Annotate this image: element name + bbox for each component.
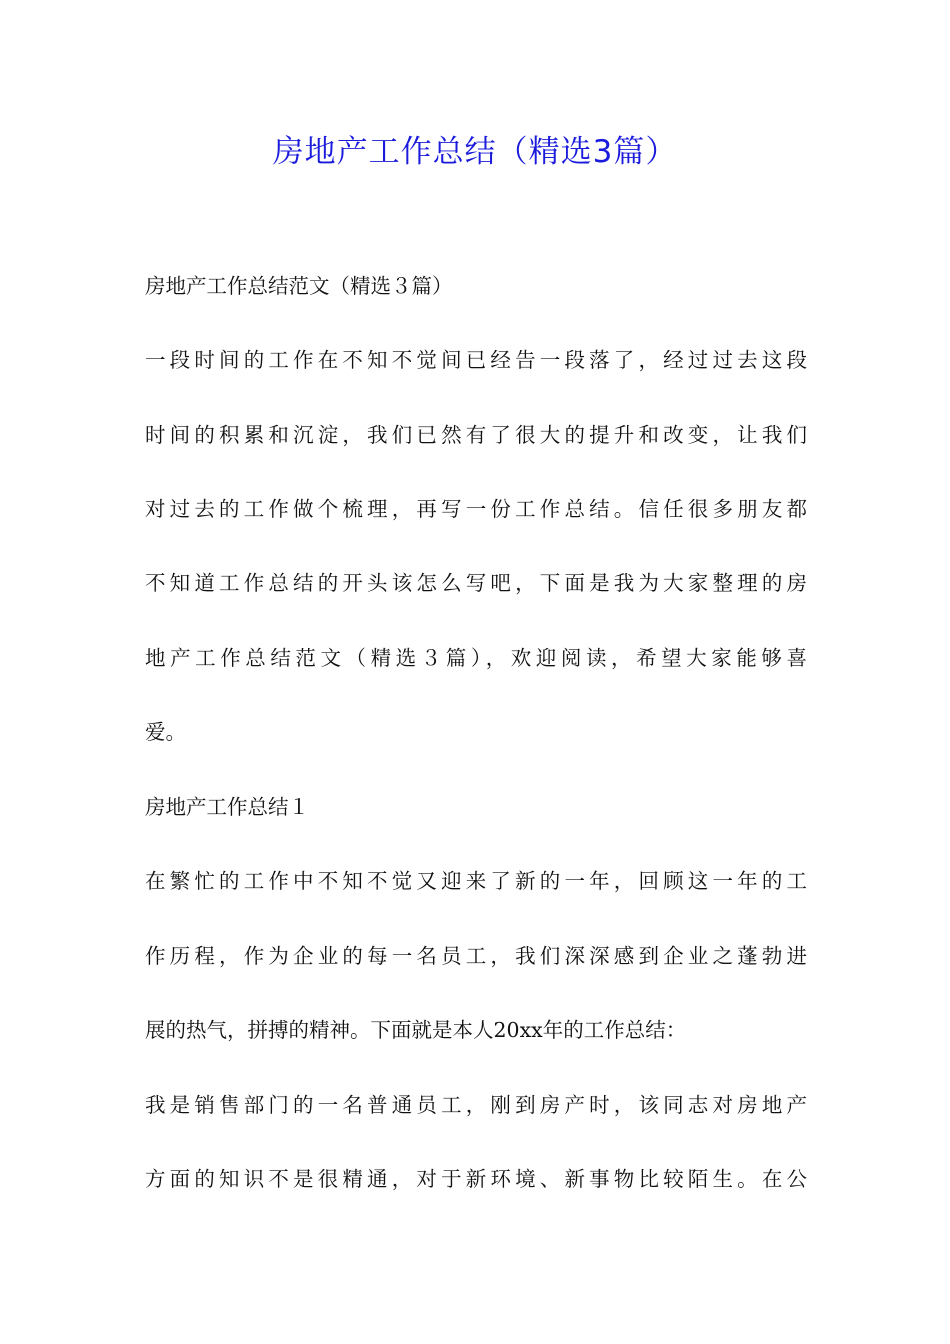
intro-line-4: 不知道工作总结的开头该怎么写吧，下面是我为大家整理的房 [145,571,807,595]
section1-para2-line-1: 我是销售部门的一名普通员工，刚到房产时，该同志对房地产 [145,1093,807,1117]
intro-line-3: 对过去的工作做个梳理，再写一份工作总结。信任很多朋友都 [145,497,807,521]
section1-para1-line-3: 展的热气，拼搏的精神。下面就是本人20xx年的工作总结： [145,1018,687,1042]
section1-para1-line-1: 在繁忙的工作中不知不觉又迎来了新的一年，回顾这一年的工 [145,869,807,893]
section1-para2-line-2: 方面的知识不是很精通，对于新环境、新事物比较陌生。在公 [145,1167,807,1191]
intro-line-1: 一段时间的工作在不知不觉间已经告一段落了，经过过去这段 [145,348,807,372]
section1-heading: 房地产工作总结１ [145,795,309,819]
subtitle-line: 房地产工作总结范文（精选３篇） [145,274,453,298]
intro-line-5: 地产工作总结范文（精选３篇），欢迎阅读，希望大家能够喜 [145,646,807,670]
intro-line-6: 爱。 [145,720,186,744]
document-title: 房地产工作总结（精选3篇） [272,134,678,170]
section1-para1-line-2: 作历程，作为企业的每一名员工，我们深深感到企业之蓬勃进 [145,944,807,968]
intro-line-2: 时间的积累和沉淀，我们已然有了很大的提升和改变，让我们 [145,423,807,447]
